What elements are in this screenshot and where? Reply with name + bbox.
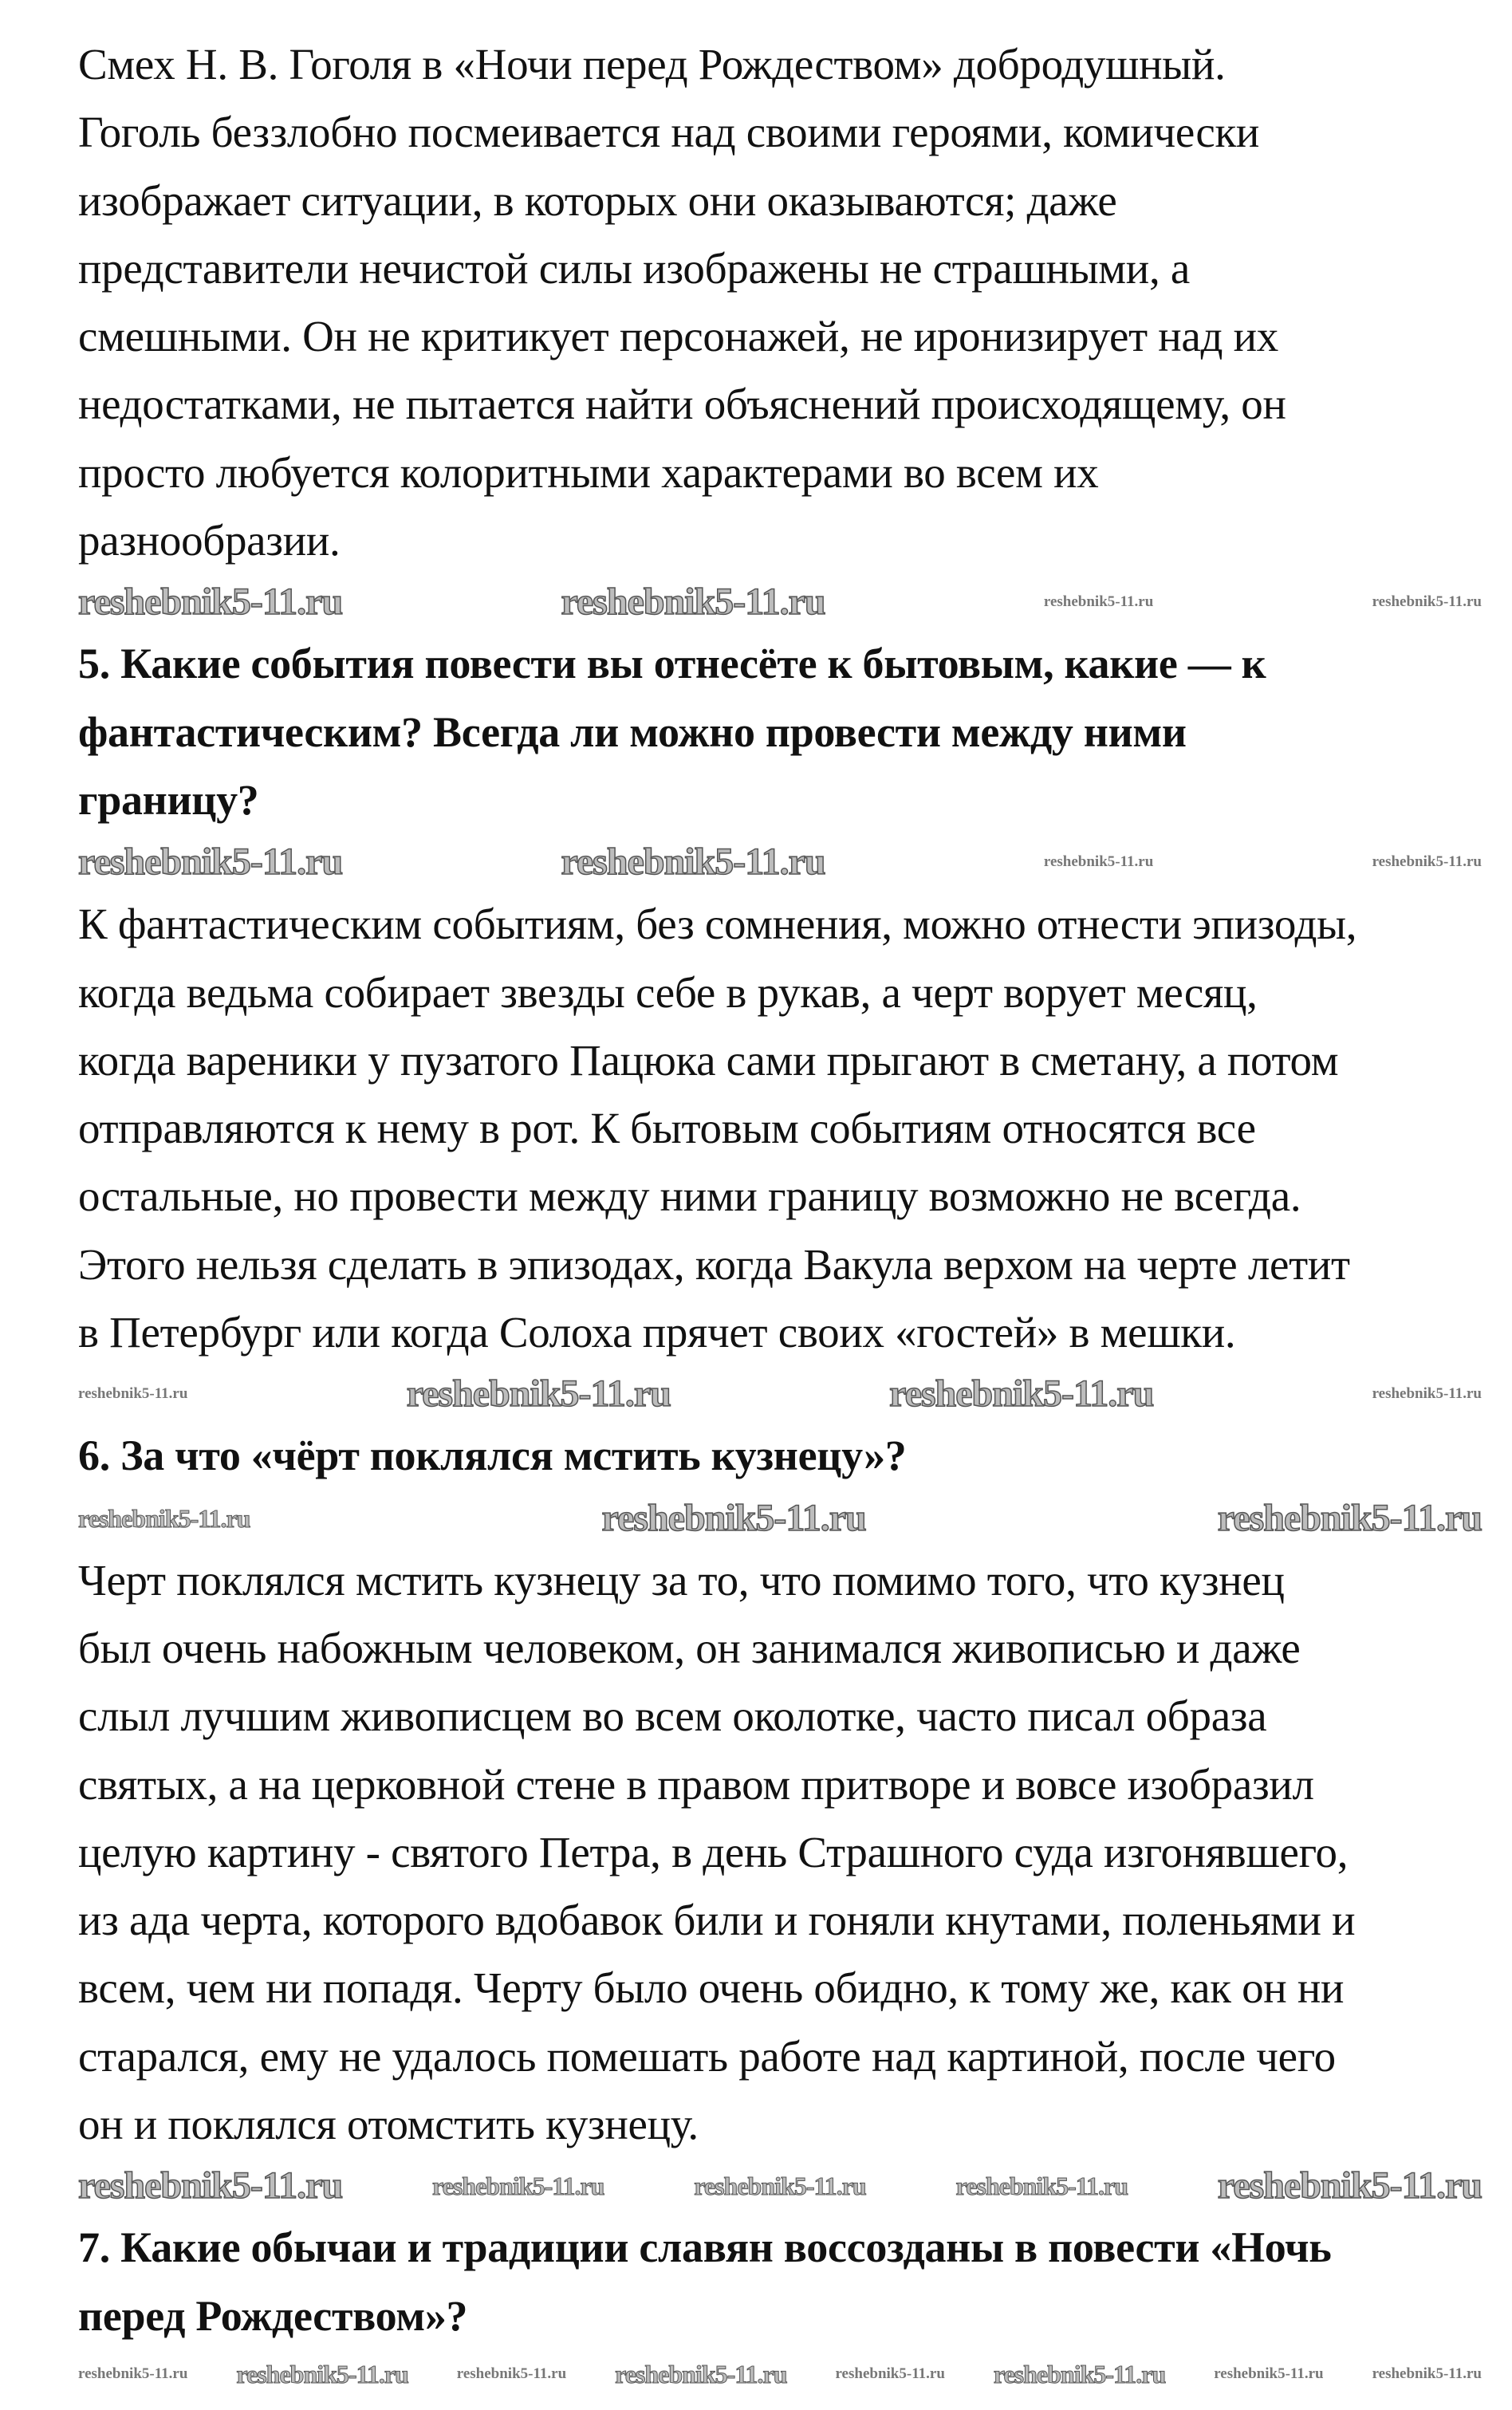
watermark: reshebnik5-11.ru <box>236 2359 408 2388</box>
watermark: reshebnik5-11.ru <box>615 2359 787 2388</box>
text-line: остальные, но провести между ними границу возможно не всегда. <box>78 1172 1301 1221</box>
watermark: reshebnik5-11.ru <box>1217 1496 1482 1539</box>
text-line: изображает ситуации, в которых они оказываются; даже <box>78 175 1117 225</box>
watermark: reshebnik5-11.ru <box>1372 1385 1482 1403</box>
question-6-answer <box>78 1546 1498 2159</box>
watermark: reshebnik5-11.ru <box>561 841 825 884</box>
text-line: Смех Н. В. Гоголя в «Ночи перед Рождеством» добродушный. <box>78 40 1226 89</box>
text-line: Гоголь беззлобно посмеивается над своими героями, комически <box>78 108 1260 157</box>
text-line: К фантастическим событиям, без сомнения, можно отнести эпизоды, <box>78 900 1357 949</box>
watermark: reshebnik5-11.ru <box>406 1372 671 1416</box>
text-line: недостатками, не пытается найти объяснений происходящему, он <box>78 380 1286 429</box>
watermark: reshebnik5-11.ru <box>1372 593 1482 611</box>
text-line: слыл лучшим живописцем во всем околотке, часто писал образа <box>78 1691 1267 1741</box>
watermark: reshebnik5-11.ru <box>432 2172 604 2201</box>
intro-paragraph <box>78 30 1498 574</box>
watermark: reshebnik5-11.ru <box>835 2365 945 2382</box>
text-line: когда вареники у пузатого Пацюка сами прыгают в сметану, а потом <box>78 1035 1339 1085</box>
text-line: Этого нельзя сделать в эпизодах, когда Вакула верхом на черте летит <box>78 1239 1350 1289</box>
watermark-row <box>78 834 1482 890</box>
heading-line: перед Рождеством»? <box>78 2291 468 2340</box>
text-line: просто любуется колоритными характерами во всем их <box>78 447 1099 497</box>
question-7-heading <box>78 2214 1498 2350</box>
document-page <box>78 30 1498 2398</box>
text-line: когда ведьма собирает звезды себе в рукав, а черт ворует месяц, <box>78 967 1258 1017</box>
heading-line: 5. Какие события повести вы отнесёте к бытовым, какие — к <box>78 640 1266 688</box>
watermark-row <box>78 2158 1482 2214</box>
watermark: reshebnik5-11.ru <box>1043 593 1154 611</box>
question-5-heading <box>78 630 1498 834</box>
text-line: Черт поклялся мстить кузнецу за то, что помимо того, что кузнец <box>78 1555 1285 1605</box>
watermark: reshebnik5-11.ru <box>78 1385 188 1403</box>
watermark: reshebnik5-11.ru <box>993 2359 1166 2388</box>
watermark: reshebnik5-11.ru <box>1217 2164 1482 2207</box>
watermark: reshebnik5-11.ru <box>78 2365 188 2382</box>
text-line: разнообразии. <box>78 516 341 565</box>
heading-line: 6. За что «чёрт поклялся мстить кузнецу»? <box>78 1431 907 1480</box>
watermark-row <box>78 1366 1482 1422</box>
text-line: святых, а на церковной стене в правом притворе и вовсе изобразил <box>78 1759 1314 1809</box>
text-line: старался, ему не удалось помешать работе над картиной, после чего <box>78 2031 1336 2081</box>
watermark: reshebnik5-11.ru <box>456 2365 567 2382</box>
heading-line: 7. Какие обычаи и традиции славян воссозданы в повести «Ночь <box>78 2223 1332 2272</box>
watermark: reshebnik5-11.ru <box>78 841 343 884</box>
watermark: reshebnik5-11.ru <box>78 1503 250 1533</box>
question-5-answer <box>78 890 1498 1366</box>
text-line: был очень набожным человеком, он занимался живописью и даже <box>78 1623 1301 1672</box>
watermark: reshebnik5-11.ru <box>78 581 343 624</box>
watermark: reshebnik5-11.ru <box>1043 853 1154 871</box>
text-line: в Петербург или когда Солоха прячет своих «гостей» в мешки. <box>78 1308 1236 1357</box>
watermark: reshebnik5-11.ru <box>694 2172 866 2201</box>
watermark: reshebnik5-11.ru <box>955 2172 1128 2201</box>
watermark-row <box>78 2350 1482 2398</box>
question-6-heading <box>78 1422 1498 1490</box>
text-line: представители нечистой силы изображены не страшными, а <box>78 243 1190 293</box>
watermark-row <box>78 574 1482 630</box>
text-line: он и поклялся отомстить кузнецу. <box>78 2100 699 2149</box>
watermark: reshebnik5-11.ru <box>1372 853 1482 871</box>
text-line: целую картину - святого Петра, в день Страшного суда изгонявшего, <box>78 1827 1349 1876</box>
text-line: из ада черта, которого вдобавок били и гоняли кнутами, поленьями и <box>78 1896 1356 1945</box>
text-line: смешными. Он не критикует персонажей, не иронизирует над их <box>78 312 1278 361</box>
watermark: reshebnik5-11.ru <box>601 1496 866 1539</box>
heading-line: границу? <box>78 775 259 824</box>
text-line: всем, чем ни попадя. Черту было очень обидно, к тому же, как он ни <box>78 1963 1345 2013</box>
heading-line: фантастическим? Всегда ли можно провести между ними <box>78 707 1187 756</box>
text-line: отправляются к нему в рот. К бытовым событиям относятся все <box>78 1104 1256 1153</box>
watermark-row <box>78 1490 1482 1546</box>
watermark: reshebnik5-11.ru <box>1214 2365 1324 2382</box>
watermark: reshebnik5-11.ru <box>889 1372 1154 1416</box>
watermark: reshebnik5-11.ru <box>78 2164 343 2207</box>
watermark: reshebnik5-11.ru <box>561 581 825 624</box>
watermark: reshebnik5-11.ru <box>1372 2365 1482 2382</box>
